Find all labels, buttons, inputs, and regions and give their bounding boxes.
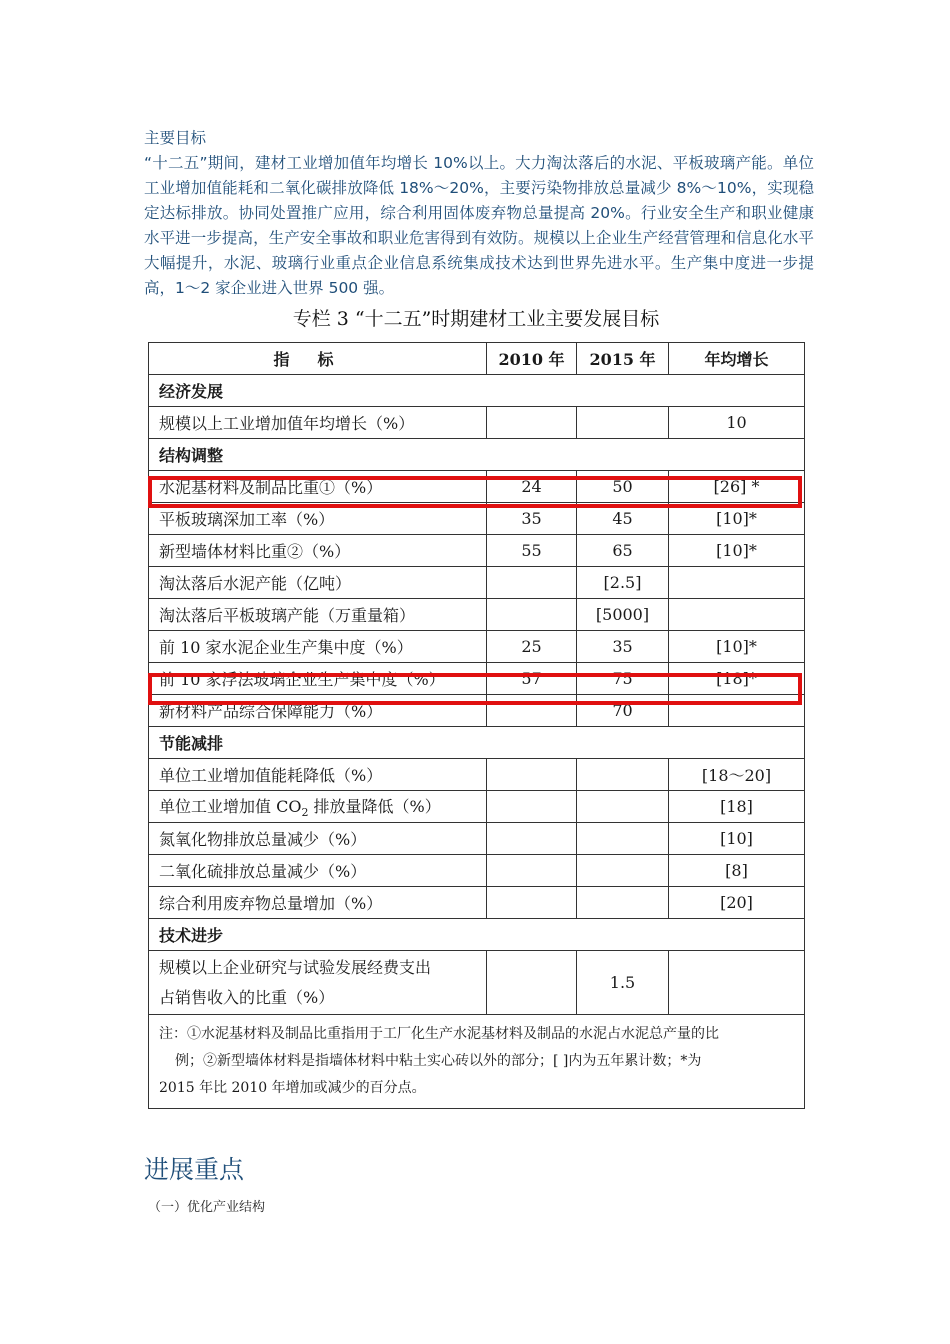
row-growth: [10]* xyxy=(669,503,805,535)
table-header-row xyxy=(149,343,805,375)
row-2010: 24 xyxy=(487,471,577,503)
table-row xyxy=(149,951,805,1015)
table-row xyxy=(149,855,805,887)
note-line-2: 例；②新型墙体材料是指墙体材料中粘土实心砖以外的部分；[ ]内为五年累计数；*为 xyxy=(175,1053,702,1069)
row-2010 xyxy=(487,855,577,887)
row-name: 新型墙体材料比重②（%） xyxy=(149,535,487,567)
row-growth xyxy=(669,599,805,631)
highlight-box-cement-row xyxy=(148,476,802,508)
row-2010: 57 xyxy=(487,663,577,695)
row-growth: [18]* xyxy=(669,663,805,695)
header-2010: 2010 年 xyxy=(487,343,577,375)
table-row xyxy=(149,791,805,823)
row-name: 淘汰落后平板玻璃产能（万重量箱） xyxy=(149,599,487,631)
section-row-energy xyxy=(149,727,805,759)
section-heading: 进展重点 xyxy=(144,1155,245,1184)
row-2010 xyxy=(487,567,577,599)
table-row xyxy=(149,407,805,439)
row-growth: [10]* xyxy=(669,535,805,567)
row-name xyxy=(149,951,487,1015)
section-label: 经济发展 xyxy=(149,375,805,407)
row-name: 二氧化硫排放总量减少（%） xyxy=(149,855,487,887)
header-indicator: 指标 xyxy=(149,343,487,375)
table-row xyxy=(149,567,805,599)
row-2010: 55 xyxy=(487,535,577,567)
row-2010 xyxy=(487,407,577,439)
row-name: 水泥基材料及制品比重①（%） xyxy=(149,471,487,503)
row-name-sub: 2 xyxy=(301,806,309,820)
row-name-line1: 规模以上企业研究与试验发展经费支出 xyxy=(159,957,432,977)
note-line-3: 2015 年比 2010 年增加或减少的百分点。 xyxy=(159,1080,426,1096)
row-2010 xyxy=(487,791,577,823)
row-2015 xyxy=(577,855,669,887)
row-name: 前 10 家水泥企业生产集中度（%） xyxy=(149,631,487,663)
row-name: 单位工业增加值能耗降低（%） xyxy=(149,759,487,791)
header-growth: 年均增长 xyxy=(669,343,805,375)
table-note xyxy=(149,1015,805,1109)
row-2010 xyxy=(487,823,577,855)
row-growth xyxy=(669,951,805,1015)
row-2010 xyxy=(487,887,577,919)
row-2015 xyxy=(577,823,669,855)
row-name: 规模以上工业增加值年均增长（%） xyxy=(149,407,487,439)
row-2015: [5000] xyxy=(577,599,669,631)
row-growth: [26] * xyxy=(669,471,805,503)
section-row-tech xyxy=(149,919,805,951)
row-growth: [10] xyxy=(669,823,805,855)
section-row-structure xyxy=(149,439,805,471)
table-row xyxy=(149,887,805,919)
row-2015: 35 xyxy=(577,631,669,663)
intro-block xyxy=(144,126,814,301)
row-name xyxy=(149,791,487,823)
table-row xyxy=(149,535,805,567)
row-2015 xyxy=(577,887,669,919)
table-title: 专栏 3 “十二五”时期建材工业主要发展目标 xyxy=(292,308,660,330)
row-2010: 35 xyxy=(487,503,577,535)
table-row xyxy=(149,599,805,631)
row-2010 xyxy=(487,759,577,791)
intro-paragraph: “十二五”期间，建材工业增加值年均增长 10%以上。大力淘汰落后的水泥、平板玻璃产能。单位工业增加值能耗和二氧化碳排放降低 18%～20%，主要污染物排放总量减少 8%～10%，实现稳定达标排放。协同处置推广应用，综合利用固体废弃物总量提高 20%。行业安全生产和职业健康水平进一步提高，生产安全事故和职业危害得到有效防。规模以上企业生产经营管理和信息化水平大幅提升，水泥、玻璃行业重点企业信息系统集成技术达到世界先进水平。生产集中度进一步提高，1～2 家企业进入世界 500 强。 xyxy=(144,154,814,297)
row-growth xyxy=(669,567,805,599)
row-2015: 45 xyxy=(577,503,669,535)
header-2015: 2015 年 xyxy=(577,343,669,375)
row-name-post: 排放量降低（%） xyxy=(308,796,441,816)
row-2015 xyxy=(577,407,669,439)
row-2015: 70 xyxy=(577,695,669,727)
row-2015: 1.5 xyxy=(577,951,669,1015)
row-name-pre: 单位工业增加值 CO xyxy=(159,796,302,816)
section-label: 节能减排 xyxy=(149,727,805,759)
section-row-economy xyxy=(149,375,805,407)
note-line-1: 注：①水泥基材料及制品比重指用于工厂化生产水泥基材料及制品的水泥占水泥总产量的比 xyxy=(159,1026,719,1042)
row-2015: 75 xyxy=(577,663,669,695)
table-row xyxy=(149,631,805,663)
row-2010 xyxy=(487,951,577,1015)
row-name: 氮氧化物排放总量减少（%） xyxy=(149,823,487,855)
row-2015: 65 xyxy=(577,535,669,567)
row-growth: [8] xyxy=(669,855,805,887)
row-name: 平板玻璃深加工率（%） xyxy=(149,503,487,535)
table-row xyxy=(149,823,805,855)
section-label: 技术进步 xyxy=(149,919,805,951)
row-growth: [10]* xyxy=(669,631,805,663)
subsection-heading: （一）优化产业结构 xyxy=(148,1200,266,1215)
row-2015 xyxy=(577,791,669,823)
table-note-row xyxy=(149,1015,805,1109)
row-name: 综合利用废弃物总量增加（%） xyxy=(149,887,487,919)
row-2015 xyxy=(577,759,669,791)
row-growth: 10 xyxy=(669,407,805,439)
row-growth: [18～20] xyxy=(669,759,805,791)
row-name: 淘汰落后水泥产能（亿吨） xyxy=(149,567,487,599)
row-name: 前 10 家浮法玻璃企业生产集中度（%） xyxy=(149,663,487,695)
row-name-line2: 占销售收入的比重（%） xyxy=(159,987,335,1007)
row-name: 新材料产品综合保障能力（%） xyxy=(149,695,487,727)
row-2015: [2.5] xyxy=(577,567,669,599)
row-2015: 50 xyxy=(577,471,669,503)
table-row xyxy=(149,759,805,791)
row-growth: [20] xyxy=(669,887,805,919)
highlight-box-float-glass-row xyxy=(148,673,802,705)
section-label: 结构调整 xyxy=(149,439,805,471)
intro-heading: 主要目标 xyxy=(144,129,207,147)
row-growth: [18] xyxy=(669,791,805,823)
row-2010: 25 xyxy=(487,631,577,663)
goals-table xyxy=(148,342,805,1109)
row-2010 xyxy=(487,599,577,631)
